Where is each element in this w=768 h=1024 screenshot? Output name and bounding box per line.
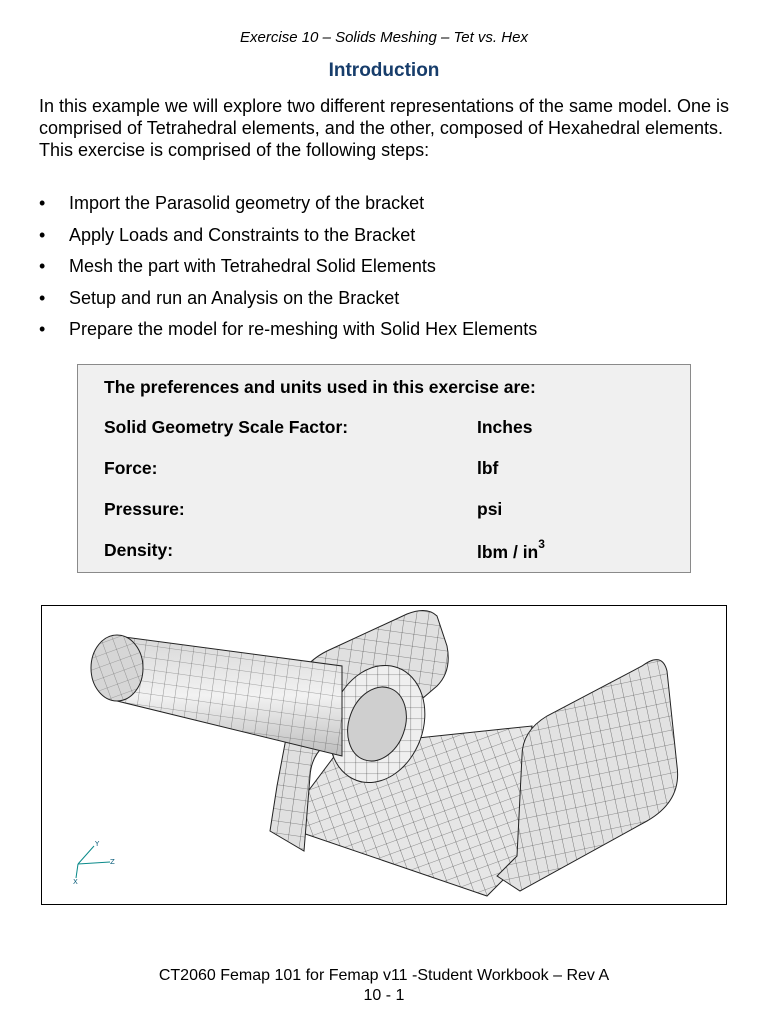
preference-value: lbf — [477, 458, 499, 478]
axis-label-z: Z — [110, 858, 115, 866]
step-text: Mesh the part with Tetrahedral Solid Elements — [69, 256, 436, 276]
list-item — [39, 192, 739, 224]
preference-label: Solid Geometry Scale Factor: — [104, 417, 349, 437]
preferences-box — [77, 364, 691, 573]
steps-list — [39, 192, 739, 350]
preference-label: Density: — [104, 540, 174, 560]
section-title: Introduction — [328, 60, 440, 81]
intro-paragraph: In this example we will explore two different representations of the same model. One is comprised of Tetrahedral elements, and the other, composed of Hexahedral elements. This exercise is comprised of the following steps: — [39, 96, 730, 160]
axis-label-y: Y — [95, 840, 100, 848]
step-text: Setup and run an Analysis on the Bracket — [69, 287, 400, 308]
bracket-right-flange — [497, 660, 678, 891]
bracket-cylinder — [91, 635, 342, 756]
step-text: Import the Parasolid geometry of the bracket — [69, 193, 425, 213]
axis-triad-icon — [73, 840, 115, 886]
bullet: • — [39, 287, 46, 308]
bracket-mesh-illustration — [42, 606, 726, 904]
page-number: 10 - 1 — [363, 987, 405, 1004]
bullet: • — [39, 193, 46, 213]
list-item — [39, 318, 739, 350]
list-item — [39, 255, 739, 287]
step-text: Apply Loads and Constraints to the Bracket — [69, 224, 416, 245]
step-text: Prepare the model for re-meshing with Solid Hex Elements — [69, 319, 538, 339]
preference-value — [477, 537, 545, 563]
page-header: Exercise 10 – Solids Meshing – Tet vs. Hex — [240, 29, 528, 46]
density-exponent: 3 — [538, 537, 545, 551]
list-item — [39, 224, 739, 256]
bullet: • — [39, 319, 46, 339]
preference-value: psi — [477, 499, 503, 519]
page-footer — [0, 966, 768, 1006]
list-item — [39, 287, 739, 319]
preference-label: Force: — [104, 458, 158, 478]
bracket-mesh-figure — [41, 605, 727, 905]
preferences-heading: The preferences and units used in this exercise are: — [104, 377, 536, 397]
preference-label: Pressure: — [104, 499, 185, 519]
bullet: • — [39, 224, 46, 245]
bullet: • — [39, 256, 46, 276]
footer-title: CT2060 Femap 101 for Femap v11 -Student Workbook – Rev A — [158, 967, 610, 984]
axis-label-x: X — [73, 878, 78, 886]
preference-value: Inches — [477, 417, 533, 437]
density-unit: lbm / in — [477, 541, 539, 562]
